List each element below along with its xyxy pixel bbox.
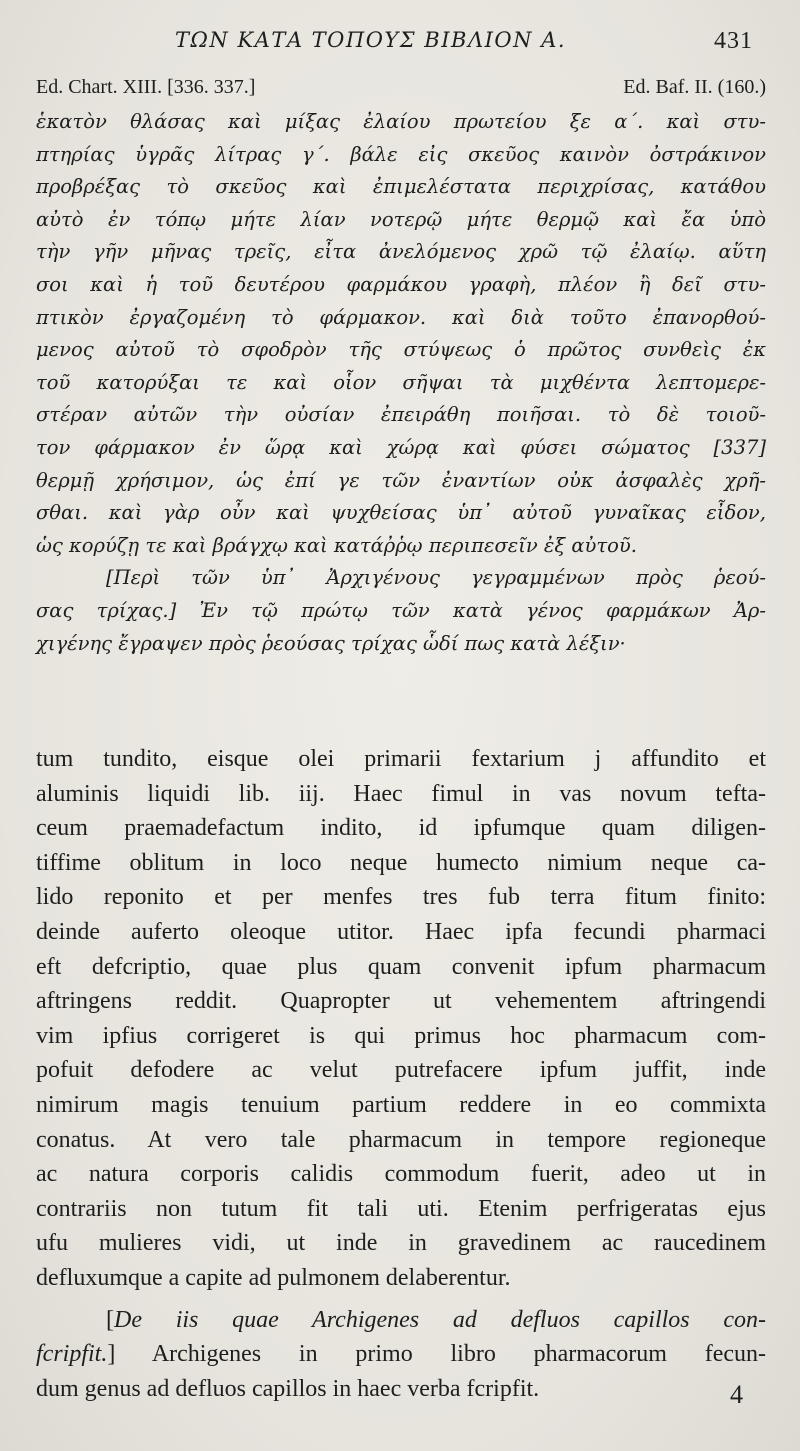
greek-line: σοι καὶ ἡ τοῦ δευτέρου φαρμάκου γραφὴ, πλέον ἢ δεῖ στυ- [36,272,766,296]
greek-line: πτηρίας ὑγρᾶς λίτρας γ΄. βάλε εἰς σκεῦος καινὸν ὀστράκινον [36,142,766,166]
latin-heading-continuation: Archigenes in primo libro pharmacorum fecun- [115,1341,766,1368]
edition-chartier-reference: Ed. Chart. XIII. [336. 337.] [36,76,256,98]
latin-line: aluminis liquidi lib. iij. Haec fimul in vas novum tefta- [36,780,766,807]
greek-line: χιγένης ἔγραψεν πρὸς ῥεούσας τρίχας ὧδί πως κατὰ λέξιν· [36,631,626,655]
latin-heading-italic: De iis quae Archigenes ad defluos capillos con- [114,1306,766,1333]
latin-section-heading: [De iis quae Archigenes ad defluos capillos con- [106,1306,766,1333]
edition-reference-line [36,76,766,104]
latin-line: contrariis non tutum fit tali uti. Etenim perfrigeratas ejus [36,1195,766,1222]
signature-mark: 4 [730,1380,743,1409]
latin-text-block [36,742,766,1406]
greek-text-block [36,106,766,660]
greek-line: αὐτὸ ἐν τόπῳ μήτε λίαν νοτερῷ μήτε θερμῷ καὶ ἔα ὑπὸ [36,207,766,231]
greek-line: τοῦ κατορύξαι τε καὶ οἷον σῆψαι τὰ μιχθέντα λεπτομερε- [36,370,766,394]
latin-line: deinde auferto oleoque utitor. Haec ipfa fecundi pharmaci [36,918,766,945]
latin-heading-italic-end: fcripfit. [36,1341,108,1368]
greek-line: τὴν γῆν μῆνας τρεῖς, εἶτα ἀνελόμενος χρῶ τῷ ἐλαίῳ. αὕτη [36,240,766,264]
latin-line: tiffime oblitum in loco neque humecto nimium neque ca- [36,849,766,876]
latin-line: defluxumque a capite ad pulmonem delaberentur. [36,1264,511,1291]
latin-line: conatus. At vero tale pharmacum in tempore regioneque [36,1126,766,1153]
greek-line: σθαι. καὶ γὰρ οὖν καὶ ψυχθείσας ὑπ᾽ αὐτοῦ γυναῖκας εἶδον, [36,501,766,525]
running-title: ΤΩΝ ΚΑΤΑ ΤΟΠΟΥΣ ΒΙΒΛΙΟΝ Α. [175,28,567,52]
latin-line: fcripfit.] Archigenes in primo libro pharmacorum fecun- [36,1341,766,1368]
latin-line: lido reponito et per menfes tres fub terra fitum finito: [36,884,766,911]
greek-line: μενος αὐτοῦ τὸ σφοδρὸν τῆς στύψεως ὁ πρῶτος συνθεὶς ἐκ [36,338,766,362]
greek-line: θερμῇ χρήσιμον, ὡς ἐπί γε τῶν ἐναντίων οὐκ ἀσφαλὲς χρῆ- [36,468,766,492]
greek-line: τον φάρμακον ἐν ὥρᾳ καὶ χώρᾳ καὶ φύσει σώματος [337] [36,435,766,459]
greek-line: πτικὸν ἐργαζομένη τὸ φάρμακον. καὶ διὰ τοῦτο ἐπανορθού- [36,305,766,329]
latin-line: vim ipfius corrigeret is qui primus hoc pharmacum com- [36,1022,766,1049]
latin-line: pofuit defodere ac velut putrefacere ipfum juffit, inde [36,1057,766,1084]
latin-line: ufu mulieres vidi, ut inde in gravedinem ac raucedinem [36,1230,766,1257]
edition-basel-reference: Ed. Baf. II. (160.) [623,76,766,98]
latin-line: eft defcriptio, quae plus quam convenit ipfum pharmacum [36,953,766,980]
latin-line: nimirum magis tenuium partium reddere in eo commixta [36,1091,766,1118]
greek-line: σας τρίχας.] Ἐν τῷ πρώτῳ τῶν κατὰ γένος φαρμάκων Ἀρ- [36,598,766,622]
greek-line: προβρέξας τὸ σκεῦος καὶ ἐπιμελέστατα περιχρίσας, κατάθου [36,175,766,199]
greek-line: στέραν αὐτῶν τὴν οὐσίαν ἐπειράθη ποιῆσαι. τὸ δὲ τοιοῦ- [36,403,766,427]
latin-line: tum tundito, eisque olei primarii fextarium j affundito et [36,746,766,772]
page-number: 431 [714,28,753,54]
latin-line: ceum praemadefactum indito, id ipfumque quam diligen- [36,815,766,842]
greek-line: ἑκατὸν θλάσας καὶ μίξας ἐλαίου πρωτείου ξε α΄. καὶ στυ- [36,110,766,133]
running-head [0,28,800,62]
latin-line: ac natura corporis calidis commodum fuerit, adeo ut in [36,1161,766,1188]
greek-section-heading: [Περὶ τῶν ὑπ᾽ Ἀρχιγένους γεγραμμένων πρὸς ῥεού- [106,566,766,590]
latin-line: dum genus ad defluos capillos in haec verba fcripfit. [36,1375,540,1402]
latin-line: aftringens reddit. Quapropter ut vehementem aftringendi [36,988,766,1015]
greek-line: ὡς κορύζῃ τε καὶ βράγχῳ καὶ κατάῤῥῳ περιπεσεῖν ἐξ αὐτοῦ. [36,533,637,557]
